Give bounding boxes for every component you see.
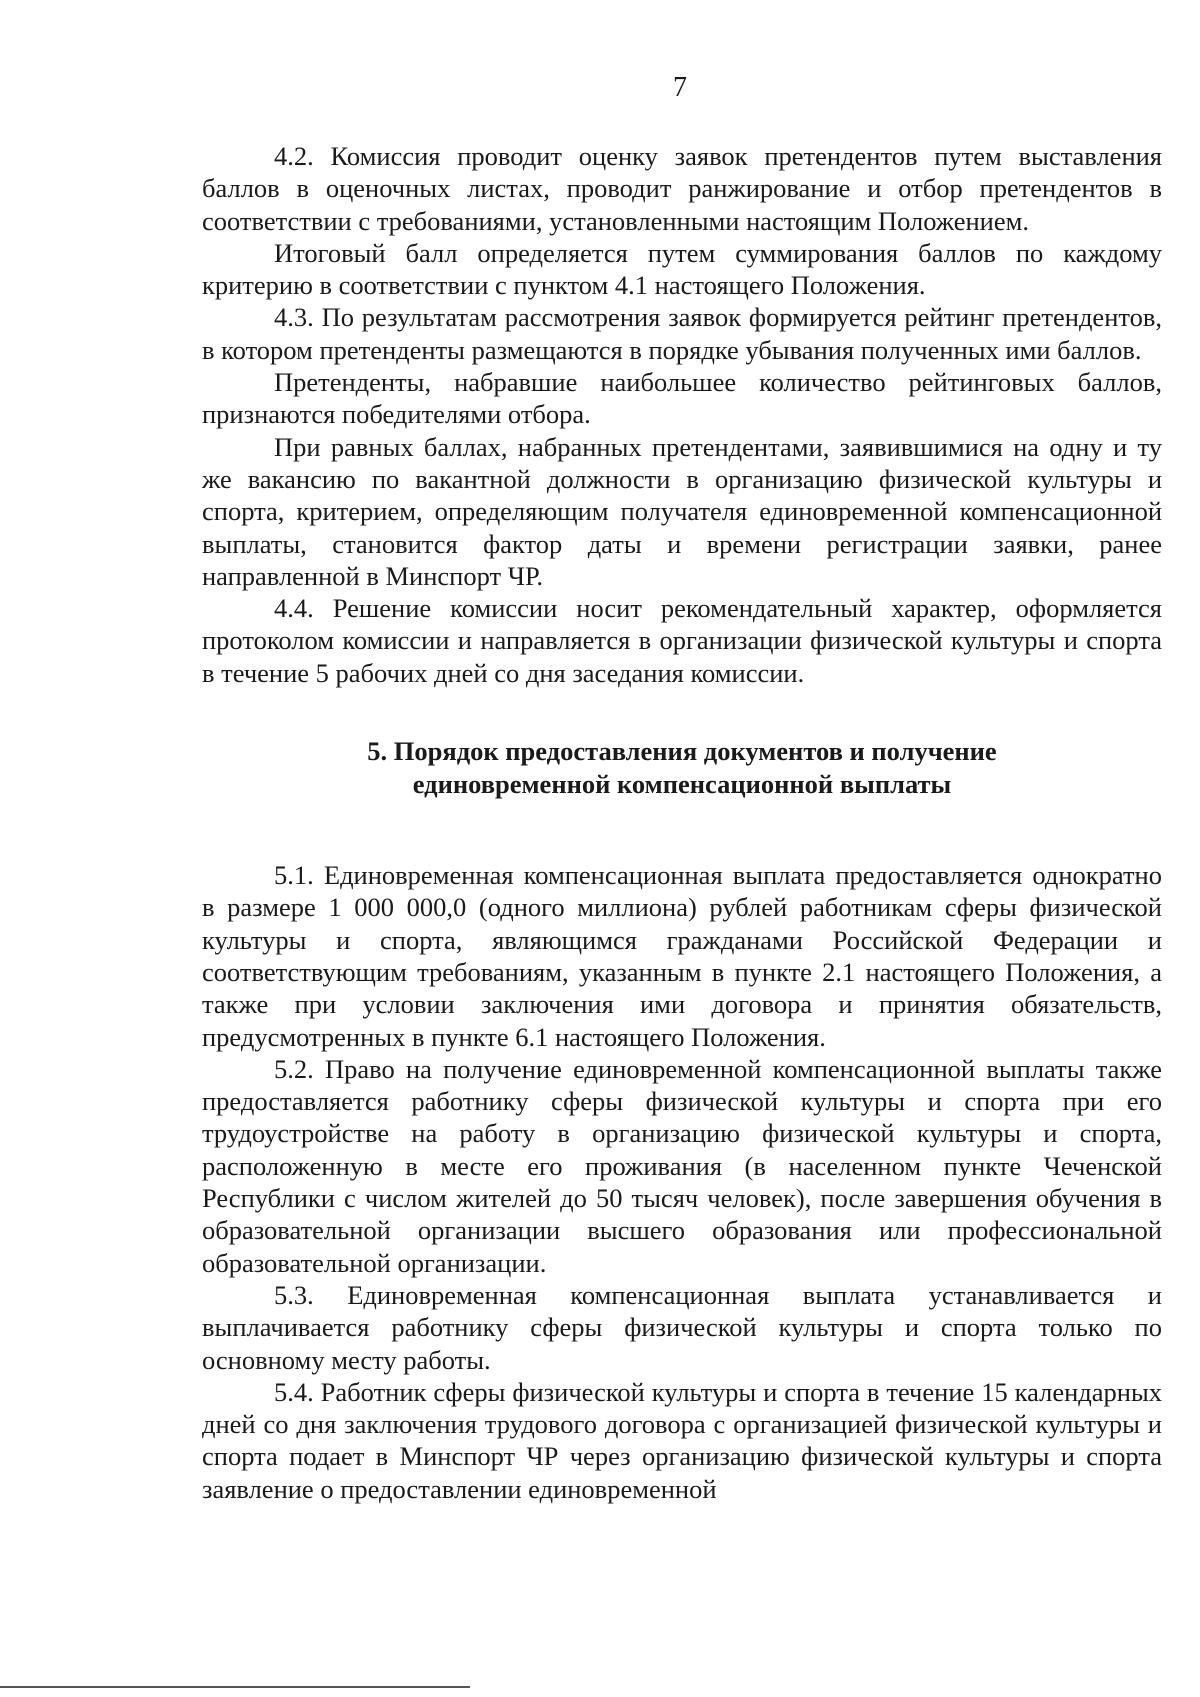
section-heading-line-1: 5. Порядок предоставления документов и получение xyxy=(367,736,997,767)
paragraph-equal-scores: При равных баллах, набранных претендентами, заявившимися на одну и ту же вакансию по вакантной должности в организацию физической культуры и спорта, критерием, определяющим получателя единовременной компенсационной выплаты, становится фактор даты и времени регистрации заявки, ранее направленной в Минспорт ЧР. xyxy=(202,431,1162,591)
paragraph-4-3: 4.3. По результатам рассмотрения заявок формируется рейтинг претендентов, в котором претенденты размещаются в порядке убывания полученных ими баллов. xyxy=(202,302,1162,365)
paragraph-4-2: 4.2. Комиссия проводит оценку заявок претендентов путем выставления баллов в оценочных листах, проводит ранжирование и отбор претендентов в соответствии с требованиями, установленными настоящим Положением. xyxy=(202,141,1162,236)
paragraph-5-3: 5.3. Единовременная компенсационная выплата устанавливается и выплачивается работнику сферы физической культуры и спорта только по основному месту работы. xyxy=(202,1279,1162,1375)
paragraph-winners: Претенденты, набравшие наибольшее количество рейтинговых баллов, признаются победителями отбора. xyxy=(202,367,1162,430)
paragraph-5-2: 5.2. Право на получение единовременной компенсационной выплаты также предоставляется работнику сферы физической культуры и спорта при его трудоустройстве на работу в организацию физической культуры и спорта, расположенную в месте его проживания (в населенном пункте Чеченской Республики с числом жителей до 50 тысяч человек), после завершения обучения в образовательной организации высшего образования или профессиональной образовательной организации. xyxy=(202,1053,1162,1278)
section-heading xyxy=(202,735,1162,801)
section-heading-line-2: единовременной компенсационной выплаты xyxy=(412,769,952,800)
scan-edge-line xyxy=(0,1686,470,1688)
paragraph-5-4: 5.4. Работник сферы физической культуры и спорта в течение 15 календарных дней со дня заключения трудового договора с организацией физической культуры и спорта подает в Минспорт ЧР через организацию физической культуры и спорта заявление о предоставлении единовременной xyxy=(202,1376,1162,1504)
paragraph-4-4: 4.4. Решение комиссии носит рекомендательный характер, оформляется протоколом комиссии и направляется в организации физической культуры и спорта в течение 5 рабочих дней со дня заседания комиссии. xyxy=(202,593,1162,688)
page-number: 7 xyxy=(673,72,687,103)
document-body xyxy=(202,140,1162,1505)
paragraph-final-score: Итоговый балл определяется путем суммирования баллов по каждому критерию в соответствии с пунктом 4.1 настоящего Положения. xyxy=(202,237,1162,301)
paragraph-5-1: 5.1. Единовременная компенсационная выплата предоставляется однократно в размере 1 000 000,0 (одного миллиона) рублей работникам сферы физической культуры и спорта, являющимся гражданами Российской Федерации и соответствующим требованиям, указанным в пункте 2.1 настоящего Положения, а также при условии заключения ими договора и принятия обязательств, предусмотренных в пункте 6.1 настоящего Положения. xyxy=(202,860,1162,1052)
